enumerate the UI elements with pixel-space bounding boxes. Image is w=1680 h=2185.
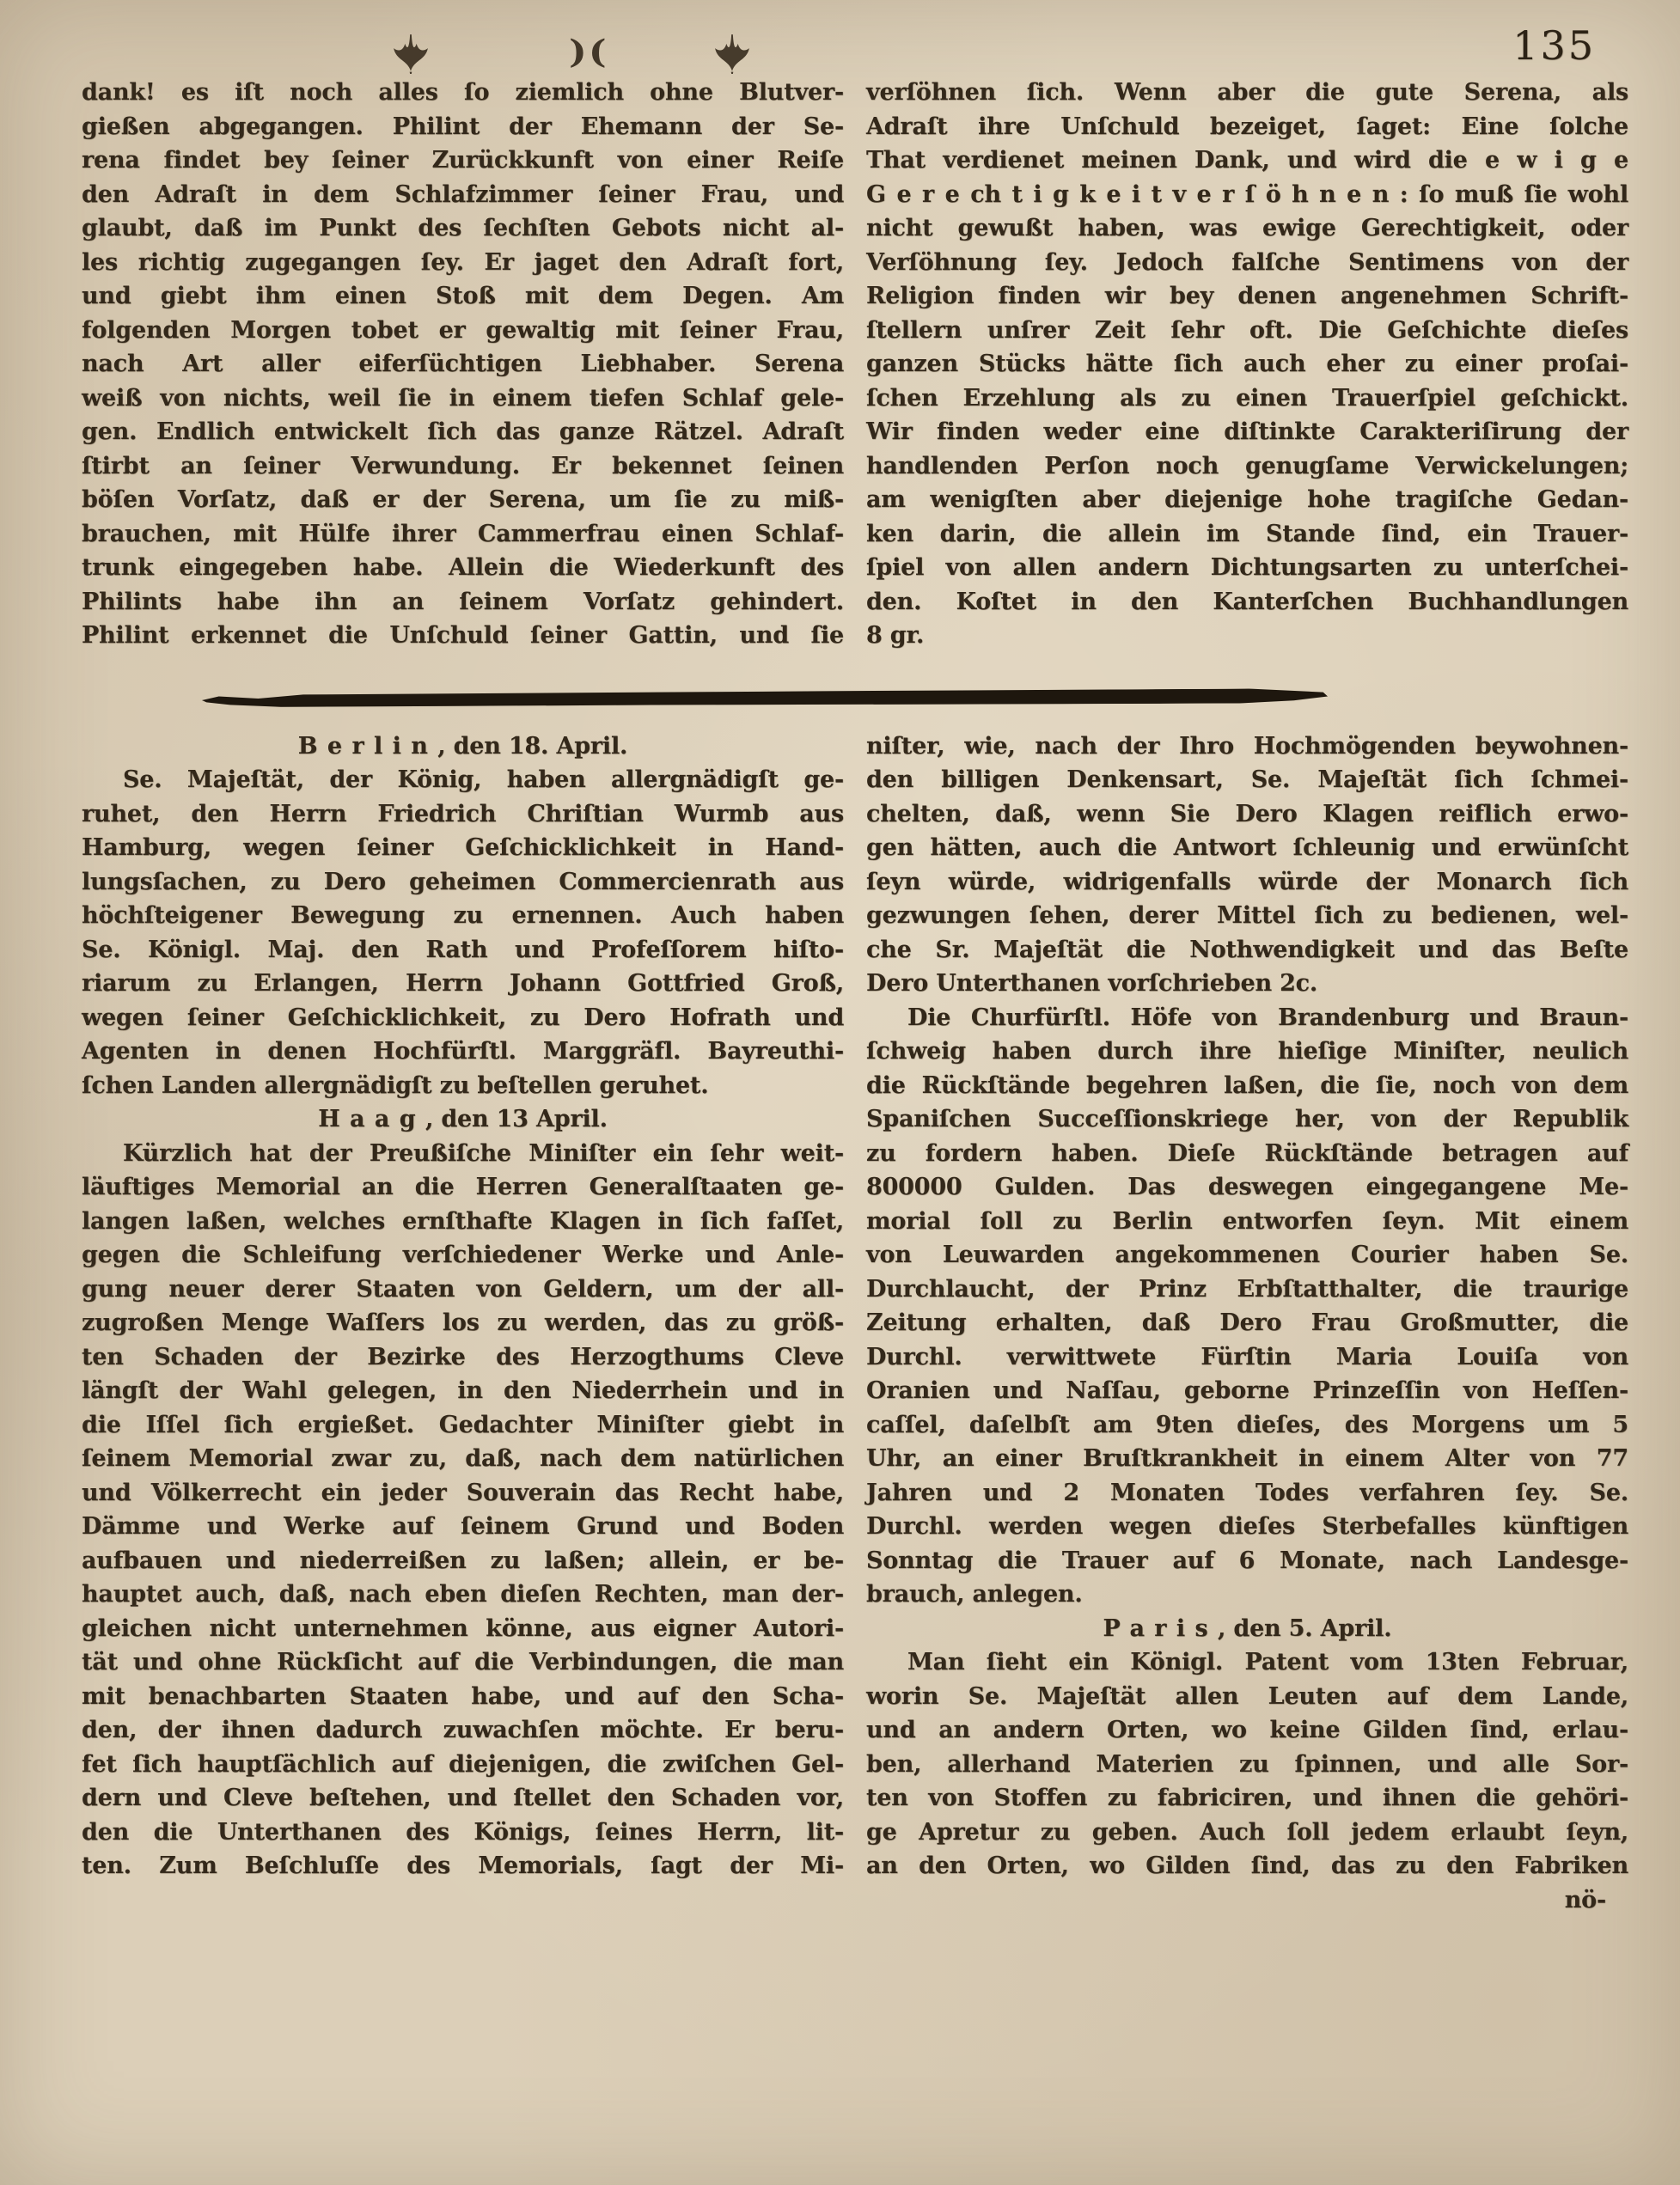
text-line: gießen abgegangen. Philint der Ehemann der Se- (82, 113, 844, 140)
text-line: Dämme und Werke auf ſeinem Grund und Boden (82, 1513, 844, 1540)
text-line: Oranien und Naſſau, geborne Prinzeſſin von Heſſen- (866, 1377, 1628, 1404)
text-line: böſen Vorſatz, daß er der Serena, um ſie zu miß- (82, 486, 844, 513)
text-line: gegen die Schleifung verſchiedener Werke und Anle- (82, 1242, 844, 1268)
header-ornaments (388, 29, 754, 74)
text-line: und an andern Orten, wo keine Gilden ſind, erlau- (866, 1717, 1628, 1743)
text-line: aufbauen und niederreißen zu laßen; allein, er be- (82, 1547, 844, 1574)
text-line: caſſel, daſelbſt am 9ten dieſes, des Morgens um 5 (866, 1411, 1628, 1438)
text-line: höchſteigener Bewegung zu ernennen. Auch haben (82, 902, 844, 929)
text-line: gen. Endlich entwickelt ſich das ganze Rätzel. Adraſt (82, 418, 844, 445)
text-line: chelten, daß, wenn Sie Dero Klagen reiflich erwo- (866, 800, 1628, 827)
text-line: ge Apretur zu geben. Auch ſoll jedem erlaubt ſeyn, (866, 1818, 1628, 1846)
text-line: Wir finden weder eine diſtinkte Carakteriſirung der (866, 418, 1628, 445)
text-line: les richtig zugegangen ſey. Er jaget den Adraſt fort, (82, 248, 844, 276)
text-line: Jahren und 2 Monaten Todes verfahren ſey. Se. (866, 1479, 1628, 1506)
text-line: Die Churfürſtl. Höfe von Brandenburg und Braun- (907, 1004, 1628, 1031)
text-line: läuftiges Memorial an die Herren Generalſtaaten ge- (82, 1174, 844, 1200)
text-line: Zeitung erhalten, daß Dero Frau Großmutter, die (866, 1309, 1628, 1336)
text-line: morial ſoll zu Berlin entworfen ſeyn. Mit einem (866, 1207, 1628, 1235)
text-line: ſtirbt an ſeiner Verwundung. Er bekennet ſeinen (82, 452, 844, 479)
text-line: lungsſachen, zu Dero geheimen Commercienrath aus (82, 868, 844, 895)
text-line: ſeyn würde, widrigenfalls würde der Monarch ſich (866, 868, 1628, 895)
text-line: ſtellern unſrer Zeit ſehr oft. Die Geſchichte dieſes (866, 316, 1628, 344)
text-line: langen laßen, welches ernſthafte Klagen in ſich faſſet, (82, 1207, 844, 1235)
dateline-date: , den 5. April. (1218, 1614, 1392, 1642)
text-line: 800000 Gulden. Das deswegen eingegangene Me- (866, 1174, 1628, 1200)
dateline-place: Haag (318, 1106, 425, 1132)
text-line: am wenigſten aber diejenige hohe tragiſche Gedan- (866, 486, 1628, 513)
text-line: niſter, wie, nach der Ihro Hochmögenden beywohnen- (866, 732, 1628, 760)
text-line: gung neuer derer Staaten von Geldern, um der all- (82, 1275, 844, 1303)
text-line: Man ſieht ein Königl. Patent vom 13ten Februar, (907, 1649, 1628, 1675)
text-line: Philints habe ihn an ſeinem Vorſatz gehindert. (82, 588, 844, 615)
dateline-date: , den 18. April. (437, 732, 628, 760)
text-line: Uhr, an einer Bruſtkrankheit in einem Alter von 77 (866, 1445, 1628, 1472)
text-line: Hamburg, wegen ſeiner Geſchicklichkeit in Hand- (82, 834, 844, 861)
text-line: dank! es iſt noch alles ſo ziemlich ohne Blutver- (82, 79, 844, 106)
text-line: trunk eingegeben habe. Allein die Wiederkunft des (82, 554, 844, 581)
text-line: folgenden Morgen tobet er gewaltig mit ſeiner Frau, (82, 316, 844, 344)
text-line: Durchlaucht, der Prinz Erbſtatthalter, die traurige (866, 1275, 1628, 1303)
text-line: brauchen, mit Hülfe ihrer Cammerfrau einen Schlaf- (82, 520, 844, 547)
text-line: brauch, anlegen. (866, 1581, 1083, 1608)
text-line: worin Se. Majeſtät allen Leuten auf dem Lande, (866, 1682, 1628, 1710)
text-line: ganzen Stücks hätte ſich auch eher zu einer proſai- (866, 351, 1628, 377)
text-line: nicht gewußt haben, was ewige Gerechtigkeit, oder (866, 215, 1628, 241)
text-line: Religion finden wir bey denen angenehmen Schrift- (866, 283, 1628, 309)
text-line: an den Orten, wo Gilden ſind, das zu den Fabriken (866, 1852, 1628, 1879)
text-line: ruhet, den Herrn Friedrich Chriſtian Wurmb aus (82, 800, 844, 827)
text-line: ten Schaden der Bezirke des Herzogthums Cleve (82, 1343, 844, 1370)
text-line: Spaniſchen Succeſſionskriege her, von der Republik (866, 1106, 1628, 1132)
text-line: nach Art aller eiferſüchtigen Liebhaber. Serena (82, 351, 844, 377)
text-line: Agenten in denen Hochfürſtl. Marggräfl. Bayreuthi- (82, 1038, 844, 1065)
text-line: ſchen Landen allergnädigſt zu beſtellen geruhet. (82, 1071, 709, 1099)
text-line: Sonntag die Trauer auf 6 Monate, nach Landesge- (866, 1547, 1628, 1574)
text-line: ten. Zum Beſchluſſe des Memorials, ſagt der Mi- (82, 1852, 844, 1879)
bottom-right-column (866, 729, 1628, 1918)
top-right-column (866, 76, 1628, 653)
page-content (82, 76, 1628, 1917)
dateline-date: , den 13 April. (425, 1106, 608, 1132)
section-divider-rule (202, 688, 1328, 708)
text-line: längſt der Wahl gelegen, in den Niederrhein und in (82, 1377, 844, 1404)
text-line: und Völkerrecht ein jeder Souverain das Recht habe, (82, 1479, 844, 1506)
text-line: ſpiel von allen andern Dichtungsarten zu unterſchei- (866, 554, 1628, 581)
text-line: den billigen Denkensart, Se. Majeſtät ſich ſchmei- (866, 766, 1628, 793)
text-line: den. Koſtet in den Kanterſchen Buchhandlungen (866, 588, 1628, 615)
top-section (82, 76, 1628, 653)
text-line: gleichen nicht unternehmen könne, aus eigner Autori- (82, 1614, 844, 1642)
dateline-place: Paris (1103, 1614, 1218, 1642)
text-line: die Rückſtände begehren laßen, die ſie, noch von dem (866, 1071, 1628, 1099)
text-line: 8 gr. (866, 622, 925, 649)
dateline-heading (82, 1102, 844, 1137)
text-line: Se. Königl. Maj. den Rath und Profeſſorem hiſto- (82, 936, 844, 963)
text-line: zugroßen Menge Waſſers los zu werden, das zu größ- (82, 1309, 844, 1336)
text-line: ben, allerhand Materien zu ſpinnen, und alle Sor- (866, 1750, 1628, 1778)
fleuron-icon (388, 29, 433, 74)
bottom-section (82, 729, 1628, 1918)
text-line: glaubt, daß im Punkt des ſechſten Gebots nicht al- (82, 215, 844, 241)
text-line: fet ſich hauptſächlich auf diejenigen, die zwiſchen Gel- (82, 1750, 844, 1778)
signature-mark: )( (569, 33, 608, 70)
page-number: 135 (1512, 22, 1596, 69)
text-line: hauptet auch, daß, nach eben dieſen Rechten, man der- (82, 1581, 844, 1608)
text-line: die Iſſel ſich ergießet. Gedachter Miniſter giebt in (82, 1411, 844, 1438)
dateline-heading (82, 729, 844, 764)
text-line: Durchl. verwittwete Fürſtin Maria Louiſa von (866, 1343, 1628, 1370)
dateline-heading (866, 1612, 1628, 1646)
fleuron-icon (710, 29, 754, 74)
text-line: mit benachbarten Staaten habe, und auf den Scha- (82, 1682, 844, 1710)
text-line: ten von Stoffen zu fabriciren, und ihnen die gehöri- (866, 1785, 1628, 1811)
text-line: zu fordern haben. Dieſe Rückſtände betragen auf (866, 1139, 1628, 1167)
text-line: riarum zu Erlangen, Herrn Johann Gottfried Groß, (82, 970, 844, 997)
bottom-left-column (82, 729, 844, 1918)
catchword: nö- (1564, 1886, 1606, 1913)
text-line: che Sr. Majeſtät die Nothwendigkeit und das Beſte (866, 936, 1628, 963)
dateline-place: Berlin (297, 732, 438, 760)
text-line: Dero Unterthanen vorſchrieben 2c. (866, 970, 1318, 997)
text-line: und giebt ihm einen Stoß mit dem Degen. Am (82, 283, 844, 309)
text-line: ſeinem Memorial zwar zu, daß, nach dem natürlichen (82, 1445, 844, 1472)
text-line: ſchen Erzehlung als zu einen Trauerſpiel geſchickt. (866, 384, 1628, 412)
text-line: weiß von nichts, weil ſie in einem tiefen Schlaf gele- (82, 384, 844, 412)
text-line: Se. Majeſtät, der König, haben allergnädigſt ge- (123, 766, 844, 793)
text-line: dern und Cleve beſtehen, und ſtellet den Schaden vor, (82, 1785, 844, 1811)
text-line: Philint erkennet die Unſchuld ſeiner Gattin, und ſie (82, 622, 844, 649)
text-line: handlenden Perſon noch genugſame Verwickelungen; (866, 452, 1628, 479)
text-line: G e r e ch t i g k e i t v e r ſ ö h n e n : ſo muß ſie wohl (866, 180, 1628, 208)
text-line: Durchl. werden wegen dieſes Sterbefalles künftigen (866, 1513, 1628, 1540)
text-line: ſchweig haben durch ihre hieſige Miniſter, neulich (866, 1038, 1628, 1065)
text-line: wegen ſeiner Geſchicklichkeit, zu Dero Hofrath und (82, 1004, 844, 1031)
text-line: den, der ihnen dadurch zuwachſen möchte. Er beru- (82, 1717, 844, 1743)
text-line: verſöhnen ſich. Wenn aber die gute Serena, als (866, 79, 1628, 106)
text-line: den Adraſt in dem Schlafzimmer ſeiner Frau, und (82, 180, 844, 208)
text-line: tät und ohne Rückſicht auf die Verbindungen, die man (82, 1649, 844, 1675)
text-line: den die Unterthanen des Königs, ſeines Herrn, lit- (82, 1818, 844, 1846)
top-left-column (82, 76, 844, 653)
text-line: Kürzlich hat der Preußiſche Miniſter ein ſehr weit- (123, 1139, 844, 1167)
text-line: gen hätten, auch die Antwort ſchleunig und erwünſcht (866, 834, 1628, 861)
text-line: rena findet bey ſeiner Zurückkunft von einer Reiſe (82, 147, 844, 174)
text-line: gezwungen ſehen, derer Mittel ſich zu bedienen, wel- (866, 902, 1628, 929)
text-line: Adraſt ihre Unſchuld bezeiget, ſaget: Eine ſolche (866, 113, 1628, 140)
text-line: That verdienet meinen Dank, und wird die e w i g e (866, 147, 1628, 174)
text-line: von Leuwarden angekommenen Courier haben Se. (866, 1242, 1628, 1268)
text-line: ken darin, die allein im Stande ſind, ein Trauer- (866, 520, 1628, 547)
text-line: Verſöhnung ſey. Jedoch falſche Sentimens von der (866, 248, 1628, 276)
